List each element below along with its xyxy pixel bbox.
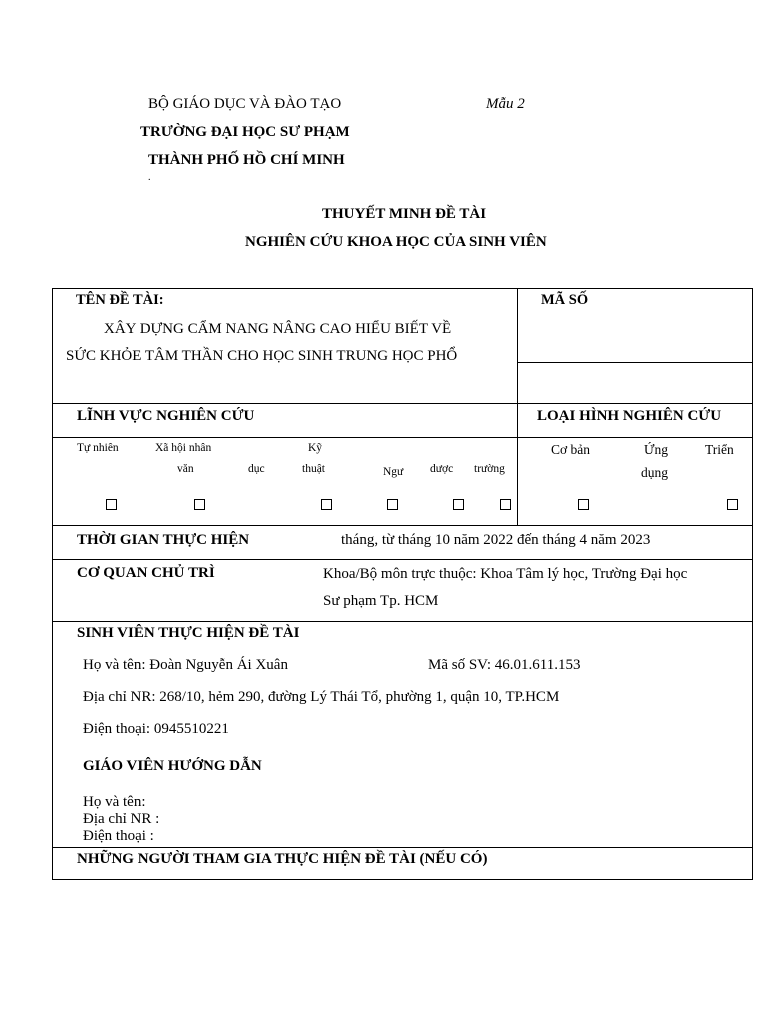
advisor-name: Họ và tên: xyxy=(83,794,146,810)
university-line-1: TRƯỜNG ĐẠI HỌC SƯ PHẠM xyxy=(140,124,350,140)
document-subtitle: NGHIÊN CỨU KHOA HỌC CỦA SINH VIÊN xyxy=(245,234,547,250)
type-basic: Cơ bản xyxy=(551,442,591,457)
student-phone: Điện thoại: 0945510221 xyxy=(83,721,229,737)
field-social-humanities-line-1: Xã hội nhân xyxy=(155,442,212,454)
empty-checkbox-icon[interactable] xyxy=(727,499,738,510)
field-environment: trường xyxy=(474,463,505,475)
type-applied-line-1: Ứng xyxy=(644,442,668,457)
field-pharmacy: dược xyxy=(430,463,454,475)
field-education: dục xyxy=(248,463,265,475)
advisor-phone: Điện thoại : xyxy=(83,828,154,844)
field-social-humanities-line-2: văn xyxy=(177,463,194,475)
topic-title-line-1: XÂY DỰNG CẨM NANG NÂNG CAO HIỂU BIẾT VỀ xyxy=(104,321,452,337)
empty-checkbox-icon[interactable] xyxy=(106,499,117,510)
participants-label: NHỮNG NGƯỜI THAM GIA THỰC HIỆN ĐỀ TÀI (NẾU CÓ) xyxy=(77,851,488,867)
topic-title-line-2: SỨC KHỎE TÂM THẦN CHO HỌC SINH TRUNG HỌC PHỔ xyxy=(66,348,458,364)
field-engineering-line-1: Kỹ xyxy=(308,442,323,454)
host-value-line-1: Khoa/Bộ môn trực thuộc: Khoa Tâm lý học, Trường Đại học xyxy=(323,566,688,582)
field-engineering-line-2: thuật xyxy=(302,463,325,475)
empty-checkbox-icon[interactable] xyxy=(321,499,332,510)
document-title: THUYẾT MINH ĐỀ TÀI xyxy=(322,206,487,222)
research-type-label: LOẠI HÌNH NGHIÊN CỨU xyxy=(537,408,722,424)
university-line-2: THÀNH PHỐ HỒ CHÍ MINH xyxy=(148,152,345,168)
field-natural-science: Tự nhiên xyxy=(77,442,119,454)
empty-checkbox-icon[interactable] xyxy=(387,499,398,510)
empty-checkbox-icon[interactable] xyxy=(500,499,511,510)
research-field-label: LĨNH VỰC NGHIÊN CỨU xyxy=(77,408,255,424)
empty-checkbox-icon[interactable] xyxy=(453,499,464,510)
student-address: Địa chỉ NR: 268/10, hẻm 290, đường Lý Thái Tổ, phường 1, quận 10, TP.HCM xyxy=(83,689,560,705)
advisor-address: Địa chỉ NR : xyxy=(83,811,160,827)
student-name: Họ và tên: Đoàn Nguyễn Ái Xuân xyxy=(83,657,288,673)
field-fishery: Ngư xyxy=(383,466,404,478)
header-dot: . xyxy=(148,172,151,183)
topic-label: TÊN ĐỀ TÀI: xyxy=(76,292,164,308)
empty-checkbox-icon[interactable] xyxy=(194,499,205,510)
host-label: CƠ QUAN CHỦ TRÌ xyxy=(77,565,215,581)
duration-label: THỜI GIAN THỰC HIỆN xyxy=(77,532,250,548)
student-label: SINH VIÊN THỰC HIỆN ĐỀ TÀI xyxy=(77,625,300,641)
type-deployment: Triển xyxy=(705,442,734,457)
code-label: MÃ SỐ xyxy=(541,292,589,308)
type-applied-line-2: dụng xyxy=(641,465,668,480)
form-number: Mẫu 2 xyxy=(486,96,525,112)
advisor-label: GIÁO VIÊN HƯỚNG DẪN xyxy=(83,758,262,774)
duration-value: tháng, từ tháng 10 năm 2022 đến tháng 4 năm 2023 xyxy=(341,532,651,548)
host-value-line-2: Sư phạm Tp. HCM xyxy=(323,593,439,609)
ministry-name: BỘ GIÁO DỤC VÀ ĐÀO TẠO xyxy=(148,96,342,112)
student-id: Mã số SV: 46.01.611.153 xyxy=(428,657,581,673)
empty-checkbox-icon[interactable] xyxy=(578,499,589,510)
